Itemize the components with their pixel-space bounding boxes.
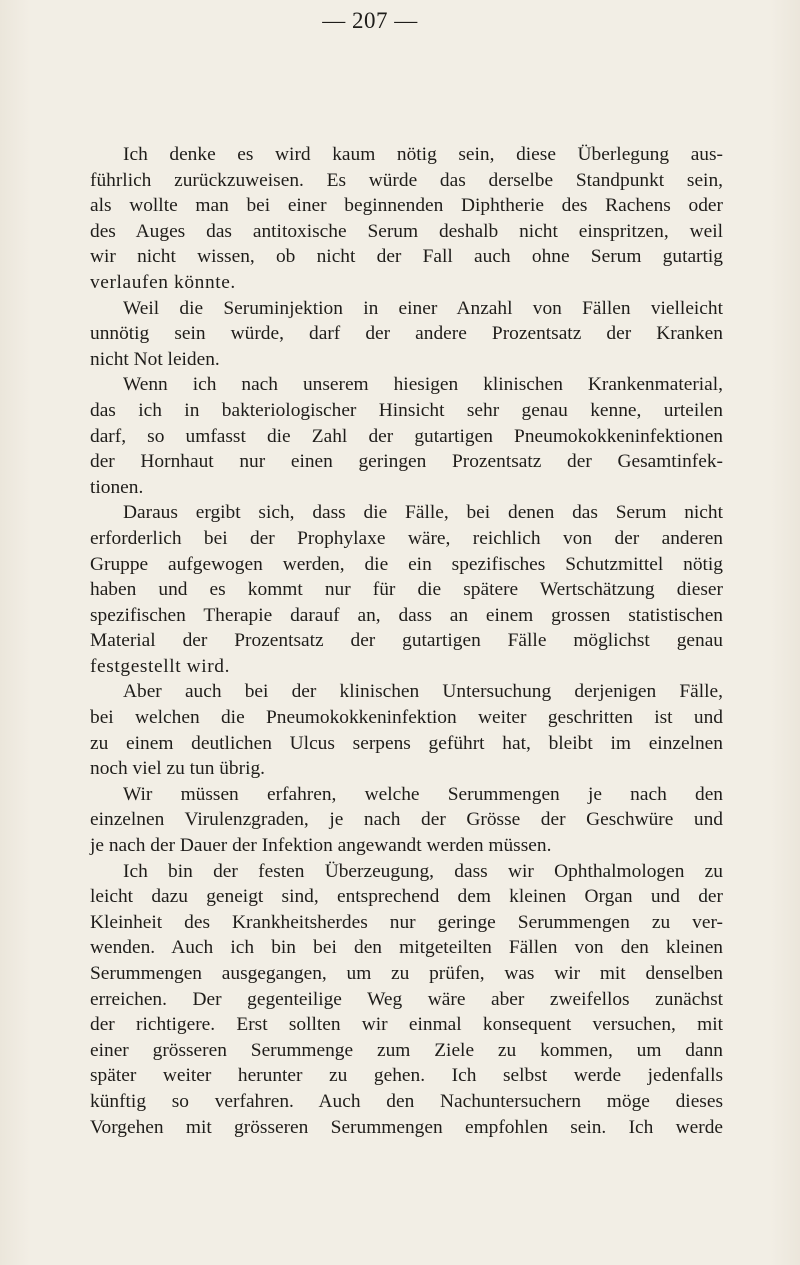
text-line: Daraus ergibt sich, dass die Fälle, bei denen das Serum nicht	[123, 502, 723, 524]
text-line: unnötig sein würde, darf der andere Prozentsatz der Kranken	[90, 323, 723, 345]
text-line: künftig so verfahren. Auch den Nachuntersuchern möge dieses	[90, 1090, 723, 1112]
text-line: Serummengen ausgegangen, um zu prüfen, was wir mit denselben	[90, 963, 723, 984]
text-line: das ich in bakteriologischer Hinsicht sehr genau kenne, urteilen	[90, 399, 723, 421]
text-line: Ich bin der festen Überzeugung, dass wir Ophthalmologen zu	[123, 860, 723, 882]
text-line: Material der Prozentsatz der gutartigen Fälle möglichst genau	[90, 630, 723, 652]
text-line: als wollte man bei einer beginnenden Diphtherie des Rachens oder	[90, 195, 723, 217]
text-line: der Hornhaut nur einen geringen Prozentsatz der Gesamtinfek-	[90, 451, 723, 473]
text-line: Wir müssen erfahren, welche Serummengen je nach den	[123, 783, 723, 805]
text-line: bei welchen die Pneumokokkeninfektion weiter geschritten ist und	[90, 707, 723, 729]
text-line: festgestellt wird.	[90, 655, 231, 677]
text-line: einer grösseren Serummenge zum Ziele zu kommen, um dann	[90, 1039, 723, 1061]
text-line: Vorgehen mit grösseren Serummengen empfohlen sein. Ich werde	[90, 1116, 723, 1138]
text-line: spezifischen Therapie darauf an, dass an einem grossen statistischen	[90, 604, 723, 626]
text-line: zu einem deutlichen Ulcus serpens geführt hat, bleibt im einzelnen	[90, 732, 723, 754]
text-line: verlaufen könnte.	[90, 271, 236, 293]
text-line: führlich zurückzuweisen. Es würde das derselbe Standpunkt sein,	[90, 169, 723, 191]
text-line: je nach der Dauer der Infektion angewandt werden müssen.	[90, 835, 552, 857]
text-line: des Auges das antitoxische Serum deshalb nicht einspritzen, weil	[90, 220, 723, 242]
text-line: nicht Not leiden.	[90, 348, 220, 370]
text-line: wir nicht wissen, ob nicht der Fall auch ohne Serum gutartig	[90, 246, 723, 268]
text-line: erforderlich bei der Prophylaxe wäre, reichlich von der anderen	[90, 527, 723, 549]
text-line: Weil die Seruminjektion in einer Anzahl von Fällen vielleicht	[123, 297, 723, 319]
text-line: wenden. Auch ich bin bei den mitgeteilten Fällen von den kleinen	[90, 937, 723, 959]
text-line: Ich denke es wird kaum nötig sein, diese Überlegung aus-	[123, 144, 723, 165]
text-line: erreichen. Der gegenteilige Weg wäre aber zweifellos zunächst	[90, 988, 723, 1010]
text-line: darf, so umfasst die Zahl der gutartigen Pneumokokkeninfektionen	[90, 425, 723, 447]
text-line: Gruppe aufgewogen werden, die ein spezifisches Schutzmittel nötig	[90, 553, 723, 575]
text-line: Wenn ich nach unserem hiesigen klinischen Krankenmaterial,	[123, 374, 723, 396]
page-number: — 207 —	[322, 8, 418, 33]
text-line: einzelnen Virulenzgraden, je nach der Grösse der Geschwüre und	[90, 809, 723, 831]
text-line: der richtigere. Erst sollten wir einmal konsequent versuchen, mit	[90, 1014, 723, 1036]
text-line: leicht dazu geneigt sind, entsprechend dem kleinen Organ und der	[90, 886, 723, 908]
text-line: tionen.	[90, 476, 144, 498]
text-line: noch viel zu tun übrig.	[90, 758, 266, 780]
body-text	[90, 142, 723, 1140]
text-line: Kleinheit des Krankheitsherdes nur geringe Serummengen zu ver-	[90, 911, 723, 933]
text-line: haben und es kommt nur für die spätere Wertschätzung dieser	[90, 579, 723, 601]
text-line: Aber auch bei der klinischen Untersuchung derjenigen Fälle,	[123, 681, 723, 703]
text-line: später weiter herunter zu gehen. Ich selbst werde jedenfalls	[90, 1065, 723, 1087]
